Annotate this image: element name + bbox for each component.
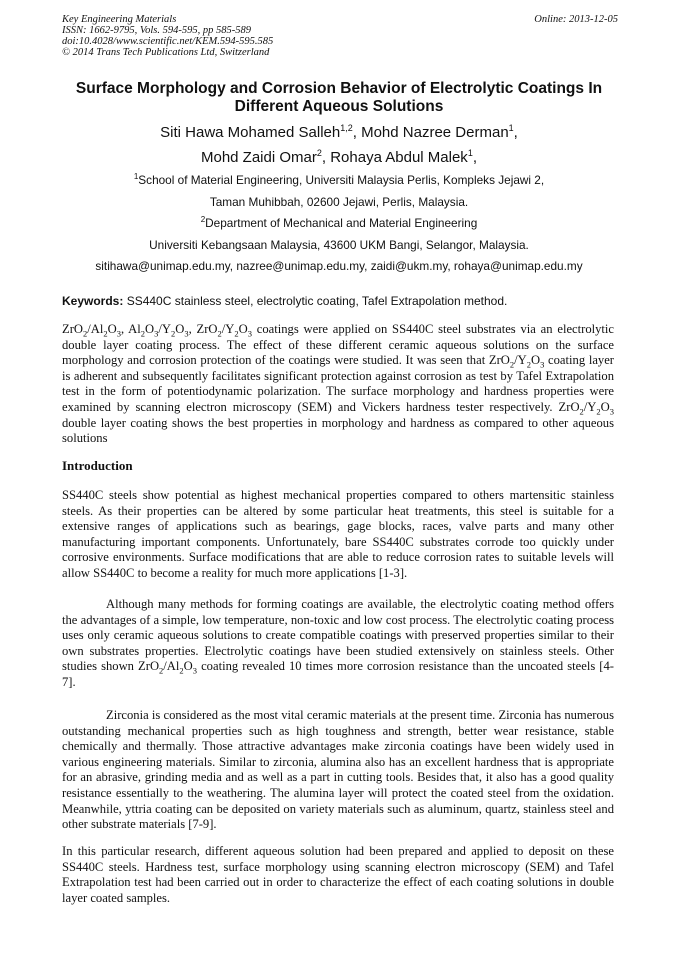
paragraph-text: Zirconia is considered as the most vital ceramic materials at the present time. Zirconia has numerous outstanding mechanical properties such as high toughness and strength, better wear resistance, stable chemically and thermally. Those attractive advantages make zirconia coatings have been widely used in various engineering materials. Similar to zirconia, alumina also has an excellent hardness that is appropriate for an abrasive, grinding media and as well as a part in cutting tools. Besides that, it also has a good quality resistance essentially to the weathering. The alumina layer will protect the coated steel from the oxidation. Meanwhile, yttria coating can be deposited on variety materials such as aluminum, quartz, stainless steel and other substrate materials [7-9].	[62, 708, 614, 832]
intro-paragraph-4: In this particular research, different aqueous solution had been prepared and applied to deposit on these SS440C steels. Hardness test, surface morphology using scanning electron microscopy (SEM) and Tafel Extrapolation test had been carried out in order to characterize the effect of each coating solutions in double layer coated samples.	[62, 844, 614, 905]
subscript: 2	[509, 359, 515, 370]
abstract-text: ZrO	[62, 322, 83, 336]
abstract-text: /Y	[514, 353, 527, 368]
author-separator: ,	[321, 149, 331, 166]
abstract-text: coating layer is adherent and subsequently facilitates significant protection against corrosion as test by Tafel Extrapolation test in the form of potentiodynamic polarization. The surface morphology and hardness properties were examined by scanning electron microscopy (SEM) and Vickers hardness tester respectively. ZrO	[62, 353, 614, 414]
subscript: 2	[179, 665, 184, 676]
subscript: 2	[234, 328, 239, 339]
subscript: 2	[217, 328, 222, 339]
abstract-text: O	[600, 399, 610, 414]
abstract-text: , Al	[120, 322, 141, 336]
intro-paragraph-1: SS440C steels show potential as highest mechanical properties compared to others martensitic stainless steels. As their properties can be altered by some particular heat treatments, this steel is suitable for a extensive ranges of applications such as bearings, gage blocks, races, valve parts and many other manufacturing important components. Unfortunately, bare SS440C substrates corrode too quickly under corrosive environments. Surface modifications that are able to reduce corrosion rates to suitable levels will allow SS440C to become a reality for much more applications [1-3].	[62, 488, 614, 580]
subscript: 2	[526, 359, 531, 370]
author-affil-sup: 1	[467, 148, 473, 158]
author-name: Mohd Zaidi Omar	[200, 149, 317, 166]
affil-sup: 2	[200, 215, 206, 225]
abstract-text: O	[145, 322, 155, 336]
subscript: 2	[170, 328, 176, 339]
author-row	[40, 120, 638, 145]
paragraph-text: coating revealed 10 times more corrosion resistance than the uncoated steels [4-7].	[62, 659, 614, 689]
author-separator: ,	[472, 149, 477, 166]
section-heading-introduction: Introduction	[62, 458, 133, 473]
affiliation-2-address: Universiti Kebangsaan Malaysia, 43600 UKM Bangi, Selangor, Malaysia.	[149, 237, 529, 252]
keywords-text: SS440C stainless steel, electrolytic coating, Tafel Extrapolation method.	[126, 294, 508, 308]
author-list	[40, 120, 638, 170]
abstract-text: O	[238, 322, 248, 336]
affiliation-1-address: Taman Muhibbah, 02600 Jejawi, Perlis, Malaysia.	[209, 194, 469, 209]
subscript: 3	[154, 328, 159, 339]
subscript: 3	[184, 328, 189, 339]
subscript: 3	[192, 665, 197, 676]
subscript: 2	[596, 406, 601, 417]
subscript: 2	[82, 328, 88, 339]
affiliation-2	[40, 213, 638, 235]
subscript: 3	[540, 359, 545, 370]
abstract-text: /Y	[221, 322, 235, 336]
author-separator: ,	[352, 124, 362, 141]
abstract-text: O	[530, 353, 541, 368]
subscript: 2	[159, 665, 164, 676]
paragraph-text: /Al	[163, 659, 180, 674]
online-date: Online: 2013-12-05	[534, 14, 618, 25]
author-name: Rohaya Abdul Malek	[330, 149, 468, 166]
keywords	[62, 294, 622, 309]
abstract	[62, 322, 614, 447]
intro-paragraph-2	[62, 597, 614, 691]
subscript: 2	[579, 406, 584, 417]
abstract-text: /Y	[158, 322, 171, 336]
issn: ISSN: 1662-9795, Vols. 594-595, pp 585-589	[62, 25, 251, 36]
affiliation-1	[40, 170, 638, 192]
abstract-text: , ZrO	[188, 322, 218, 336]
journal-name: Key Engineering Materials	[62, 14, 177, 25]
intro-paragraph-3	[62, 708, 614, 833]
abstract-text: /Y	[583, 399, 597, 414]
abstract-text: double layer coating shows the best properties in morphology and hardness as compared to other aqueous solutions	[62, 415, 614, 446]
affil-text: Department of Mechanical and Material Engineering	[205, 216, 478, 231]
author-affil-sup: 1,2	[340, 123, 353, 133]
author-row	[40, 145, 638, 170]
affil-sup: 1	[133, 172, 139, 182]
subscript: 2	[103, 328, 108, 339]
doi: doi:10.4028/www.scientific.net/KEM.594-595.585	[62, 36, 274, 47]
author-separator: ,	[513, 124, 518, 141]
author-name: Mohd Nazree Derman	[361, 124, 509, 141]
abstract-text: coatings were applied on SS440C steel substrates via an electrolytic double layer coating process. The effect of these different ceramic aqueous solutions on the surface morphology and corrosion protection of the coatings were studied. It was seen that ZrO	[62, 322, 614, 368]
copyright: © 2014 Trans Tech Publications Ltd, Switzerland	[62, 47, 270, 58]
affiliations	[40, 170, 638, 278]
subscript: 2	[140, 328, 146, 339]
journal-header	[62, 14, 618, 58]
affil-text: School of Material Engineering, Universiti Malaysia Perlis, Kompleks Jejawi 2,	[138, 173, 545, 187]
author-affil-sup: 1	[508, 123, 514, 133]
keywords-label: Keywords:	[62, 294, 124, 308]
subscript: 3	[247, 328, 252, 339]
author-emails: sitihawa@unimap.edu.my, nazree@unimap.edu.my, zaidi@ukm.my, rohaya@unimap.edu.my	[95, 259, 583, 274]
abstract-text: /Al	[87, 322, 104, 336]
subscript: 3	[609, 406, 614, 417]
author-name: Siti Hawa Mohamed Salleh	[160, 124, 341, 141]
paragraph-text: O	[183, 659, 193, 674]
paper-title: Surface Morphology and Corrosion Behavior of Electrolytic Coatings In Different Aqueous Solutions	[75, 80, 603, 115]
abstract-text: O	[107, 322, 117, 336]
subscript: 3	[116, 328, 121, 339]
paragraph-text: Although many methods for forming coatings are available, the electrolytic coating method offers the advantages of a simple, low temperature, non-toxic and low cost process. The electrolytic coating process uses only ceramic aqueous solutions to create compatible coatings with preserved properties similar to their own substrates properties. Electrolytic coatings have been studied extensively on stainless steels. Other studies shown ZrO	[62, 597, 614, 674]
author-affil-sup: 2	[316, 148, 322, 158]
abstract-text: O	[175, 322, 185, 336]
